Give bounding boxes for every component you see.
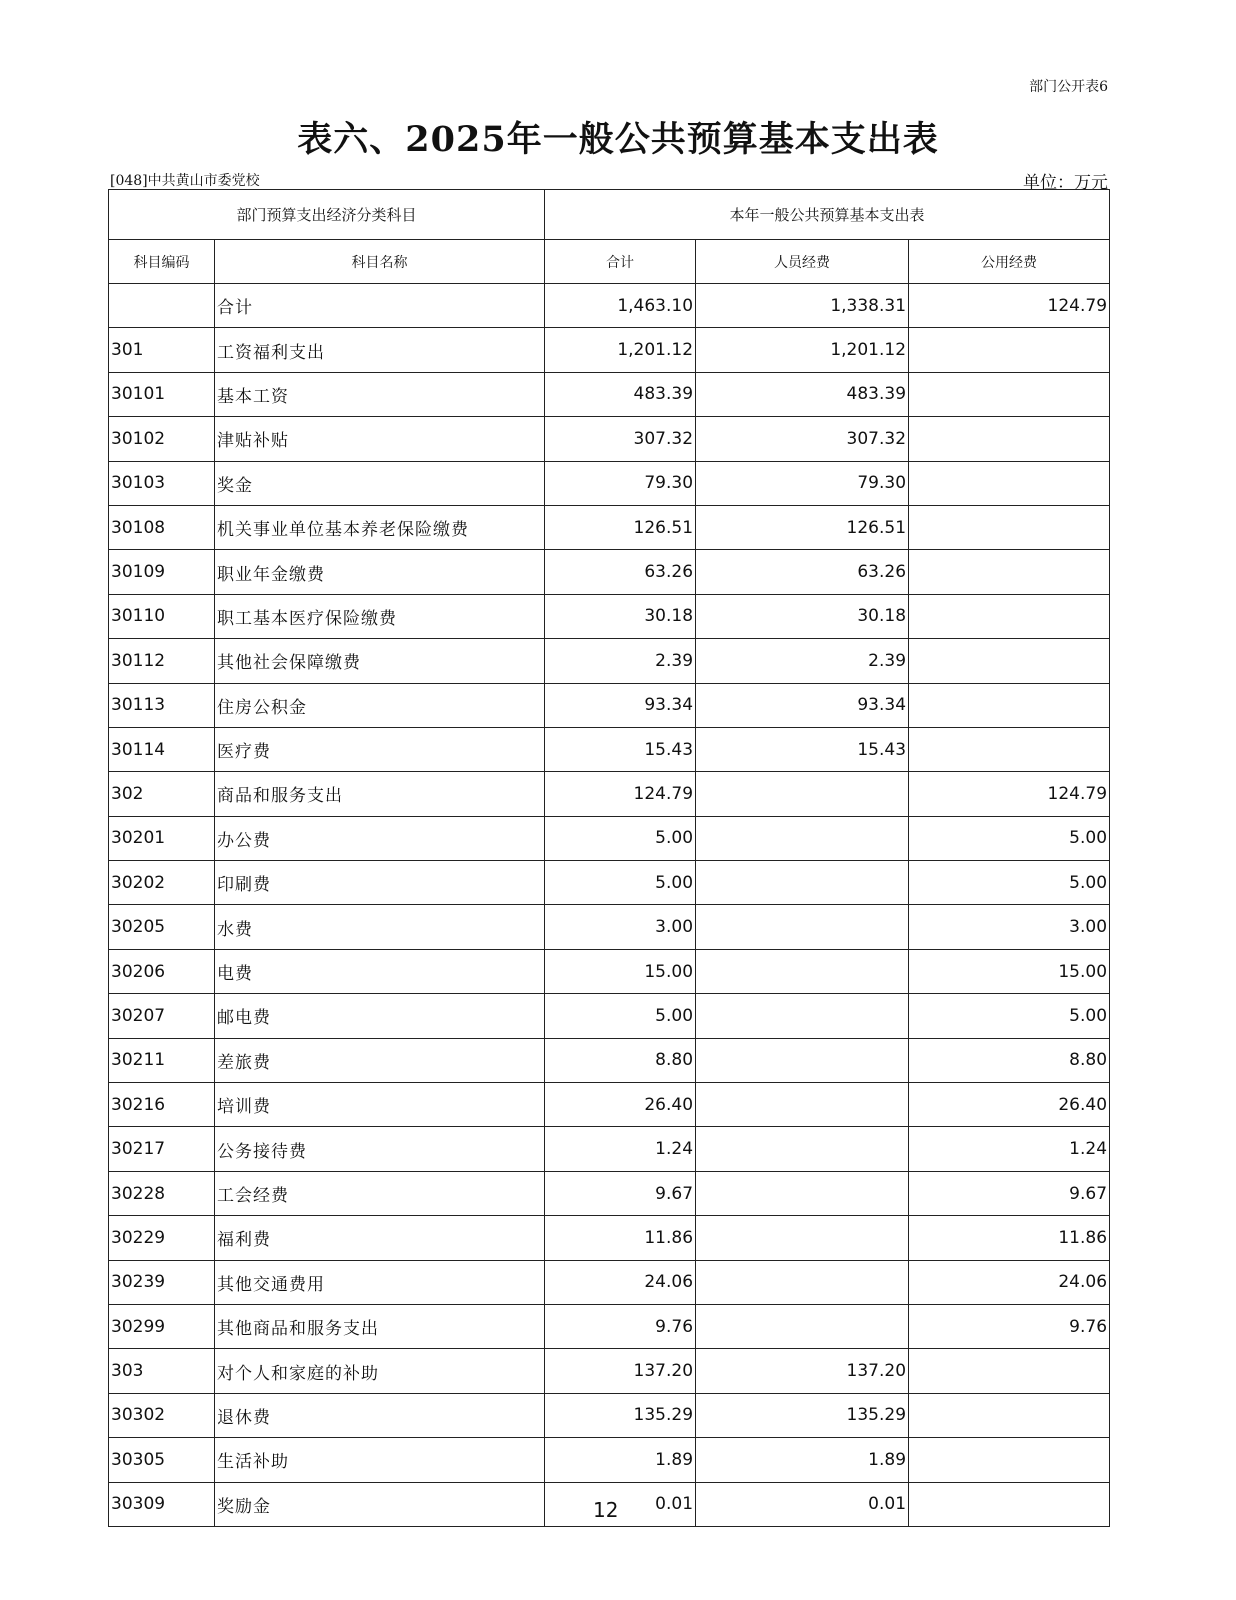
cell-personnel [696,1171,909,1215]
column-header-name: 科目名称 [215,240,545,284]
cell-total: 26.40 [545,1083,696,1127]
organization-name: [048]中共黄山市委党校 [110,173,260,189]
cell-public [909,639,1110,683]
table-row [109,594,1110,638]
cell-personnel: 63.26 [696,550,909,594]
page-number: 12 [593,1498,619,1522]
cell-personnel: 93.34 [696,683,909,727]
cell-total: 15.43 [545,727,696,771]
cell-total: 126.51 [545,505,696,549]
cell-personnel: 0.01 [696,1482,909,1526]
group-header-row [109,190,1110,240]
cell-public [909,417,1110,461]
cell-code: 30299 [109,1304,215,1348]
table-row [109,1260,1110,1304]
group-header-classification: 部门预算支出经济分类科目 [109,190,545,240]
cell-personnel: 126.51 [696,505,909,549]
table-row [109,550,1110,594]
cell-total: 1.24 [545,1127,696,1171]
cell-code: 301 [109,328,215,372]
cell-public: 1.24 [909,1127,1110,1171]
cell-personnel: 30.18 [696,594,909,638]
cell-total: 483.39 [545,372,696,416]
table-row [109,905,1110,949]
cell-public [909,1438,1110,1482]
table-row [109,461,1110,505]
cell-personnel: 2.39 [696,639,909,683]
cell-total: 0.01 [545,1482,696,1526]
cell-personnel [696,1083,909,1127]
cell-total: 124.79 [545,772,696,816]
cell-public [909,683,1110,727]
table-row [109,1349,1110,1393]
cell-total: 15.00 [545,949,696,993]
column-header-public: 公用经费 [909,240,1110,284]
budget-table [108,189,1110,1527]
cell-total: 1.89 [545,1438,696,1482]
cell-total: 9.76 [545,1304,696,1348]
cell-code: 30228 [109,1171,215,1215]
cell-public [909,461,1110,505]
table-row [109,994,1110,1038]
cell-personnel: 1,201.12 [696,328,909,372]
cell-code: 30110 [109,594,215,638]
table-row [109,639,1110,683]
cell-name: 其他社会保障缴费 [215,639,545,683]
cell-personnel: 15.43 [696,727,909,771]
cell-public [909,505,1110,549]
table-row [109,727,1110,771]
table-row [109,683,1110,727]
cell-personnel [696,1216,909,1260]
table-row [109,1393,1110,1437]
cell-name: 住房公积金 [215,683,545,727]
cell-total: 2.39 [545,639,696,683]
document-code: 部门公开表6 [1029,79,1108,95]
cell-public: 5.00 [909,816,1110,860]
column-header-total: 合计 [545,240,696,284]
cell-public: 11.86 [909,1216,1110,1260]
cell-code: 30109 [109,550,215,594]
cell-personnel [696,949,909,993]
unit-label: 单位：万元 [1023,173,1108,193]
column-header-personnel: 人员经费 [696,240,909,284]
cell-public: 5.00 [909,994,1110,1038]
cell-code: 30205 [109,905,215,949]
cell-code: 30206 [109,949,215,993]
cell-personnel: 79.30 [696,461,909,505]
cell-name: 公务接待费 [215,1127,545,1171]
table-row [109,949,1110,993]
cell-name: 差旅费 [215,1038,545,1082]
cell-total: 137.20 [545,1349,696,1393]
cell-name: 商品和服务支出 [215,772,545,816]
cell-personnel [696,1038,909,1082]
cell-personnel: 135.29 [696,1393,909,1437]
cell-name: 培训费 [215,1083,545,1127]
cell-total: 1,201.12 [545,328,696,372]
cell-total: 79.30 [545,461,696,505]
table-row [109,1083,1110,1127]
cell-personnel [696,816,909,860]
cell-public: 3.00 [909,905,1110,949]
cell-name: 邮电费 [215,994,545,1038]
cell-public: 15.00 [909,949,1110,993]
cell-name: 对个人和家庭的补助 [215,1349,545,1393]
cell-name: 生活补助 [215,1438,545,1482]
cell-code: 30239 [109,1260,215,1304]
cell-name: 工资福利支出 [215,328,545,372]
table-row [109,1216,1110,1260]
table-row [109,1304,1110,1348]
cell-total: 30.18 [545,594,696,638]
cell-public: 124.79 [909,284,1110,328]
cell-code: 30217 [109,1127,215,1171]
cell-total: 9.67 [545,1171,696,1215]
cell-personnel [696,772,909,816]
cell-name: 职业年金缴费 [215,550,545,594]
cell-name: 福利费 [215,1216,545,1260]
cell-total: 5.00 [545,816,696,860]
cell-code: 30309 [109,1482,215,1526]
column-header-row [109,240,1110,284]
cell-public: 9.67 [909,1171,1110,1215]
cell-code: 30101 [109,372,215,416]
table-row [109,328,1110,372]
table-row [109,1171,1110,1215]
cell-public [909,1393,1110,1437]
cell-public: 8.80 [909,1038,1110,1082]
column-header-code: 科目编码 [109,240,215,284]
cell-personnel [696,1127,909,1171]
cell-name: 工会经费 [215,1171,545,1215]
cell-code: 30229 [109,1216,215,1260]
cell-name: 印刷费 [215,861,545,905]
cell-personnel: 1,338.31 [696,284,909,328]
cell-public [909,594,1110,638]
cell-code: 302 [109,772,215,816]
cell-public [909,1482,1110,1526]
cell-name: 机关事业单位基本养老保险缴费 [215,505,545,549]
cell-code: 30103 [109,461,215,505]
group-header-expenditure: 本年一般公共预算基本支出表 [545,190,1110,240]
cell-code: 30201 [109,816,215,860]
cell-code [109,284,215,328]
cell-name: 奖励金 [215,1482,545,1526]
cell-public [909,372,1110,416]
cell-total: 5.00 [545,861,696,905]
cell-name: 其他商品和服务支出 [215,1304,545,1348]
cell-total: 93.34 [545,683,696,727]
cell-public: 24.06 [909,1260,1110,1304]
table-row [109,772,1110,816]
cell-public: 26.40 [909,1083,1110,1127]
table-row [109,1127,1110,1171]
cell-personnel: 307.32 [696,417,909,461]
cell-code: 30114 [109,727,215,771]
table-row [109,1038,1110,1082]
cell-name: 奖金 [215,461,545,505]
cell-code: 30102 [109,417,215,461]
table-row [109,861,1110,905]
table-row [109,505,1110,549]
cell-total: 63.26 [545,550,696,594]
cell-total: 8.80 [545,1038,696,1082]
cell-name: 合计 [215,284,545,328]
cell-personnel [696,905,909,949]
cell-code: 30113 [109,683,215,727]
cell-name: 水费 [215,905,545,949]
cell-total: 5.00 [545,994,696,1038]
table-row [109,816,1110,860]
cell-total: 307.32 [545,417,696,461]
cell-code: 30216 [109,1083,215,1127]
cell-code: 30305 [109,1438,215,1482]
cell-public: 124.79 [909,772,1110,816]
cell-name: 职工基本医疗保险缴费 [215,594,545,638]
cell-public [909,328,1110,372]
cell-name: 电费 [215,949,545,993]
cell-personnel: 137.20 [696,1349,909,1393]
cell-public: 9.76 [909,1304,1110,1348]
cell-name: 办公费 [215,816,545,860]
cell-code: 30207 [109,994,215,1038]
cell-personnel [696,994,909,1038]
page-title: 表六、2025年一般公共预算基本支出表 [297,119,939,160]
cell-code: 30112 [109,639,215,683]
cell-personnel: 483.39 [696,372,909,416]
cell-name: 退休费 [215,1393,545,1437]
cell-public [909,550,1110,594]
cell-name: 基本工资 [215,372,545,416]
cell-code: 303 [109,1349,215,1393]
cell-code: 30202 [109,861,215,905]
cell-total: 24.06 [545,1260,696,1304]
cell-code: 30302 [109,1393,215,1437]
table-row [109,284,1110,328]
cell-public [909,727,1110,771]
cell-personnel [696,861,909,905]
cell-name: 津贴补贴 [215,417,545,461]
cell-total: 3.00 [545,905,696,949]
cell-code: 30211 [109,1038,215,1082]
table-row [109,417,1110,461]
cell-public: 5.00 [909,861,1110,905]
table-row [109,1438,1110,1482]
cell-public [909,1349,1110,1393]
cell-personnel: 1.89 [696,1438,909,1482]
cell-code: 30108 [109,505,215,549]
cell-total: 11.86 [545,1216,696,1260]
cell-name: 医疗费 [215,727,545,771]
cell-total: 135.29 [545,1393,696,1437]
table-row [109,372,1110,416]
cell-personnel [696,1304,909,1348]
cell-personnel [696,1260,909,1304]
cell-total: 1,463.10 [545,284,696,328]
cell-name: 其他交通费用 [215,1260,545,1304]
